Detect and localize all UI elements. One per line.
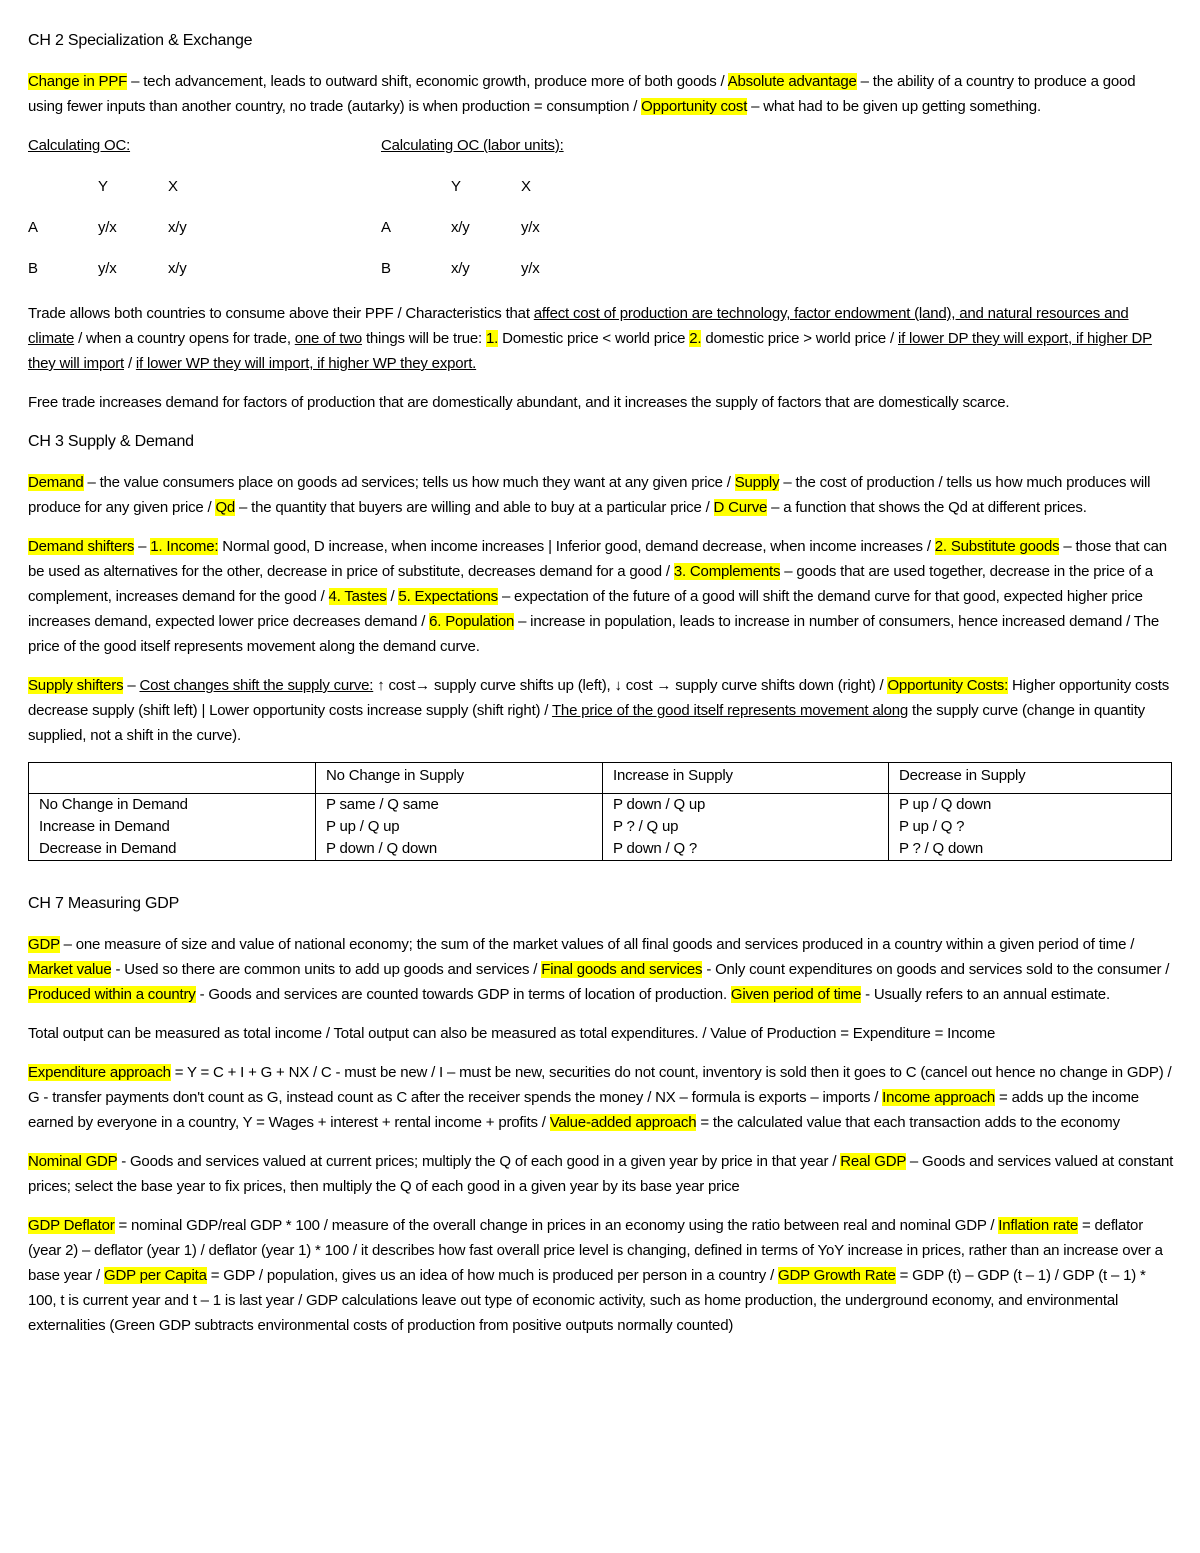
- table-row-label: No Change in Demand: [29, 794, 316, 817]
- underlined-text: Cost changes shift the supply curve:: [139, 677, 374, 694]
- text-span: – goods that are used together, decrease in the price of a complement, increases demand for the good /: [28, 563, 1153, 605]
- oc-cell: x/y: [451, 260, 470, 277]
- table-cell: P up / Q down: [889, 794, 1172, 817]
- term-inflation-rate: Inflation rate: [998, 1217, 1079, 1234]
- paragraph-ch7-gdp: [28, 932, 1174, 1007]
- text-span: – what had to be given up getting something.: [747, 98, 1041, 115]
- term-value-added-approach: Value-added approach: [549, 1114, 697, 1131]
- text-span: - Goods and services valued at current prices; multiply the Q of each good in a given year by price in that year /: [117, 1153, 841, 1170]
- table-cell: P up / Q ?: [889, 816, 1172, 838]
- term-supply: Supply: [734, 474, 780, 491]
- oc-table-right-title: Calculating OC (labor units):: [381, 137, 564, 154]
- table-cell: P ? / Q up: [603, 816, 889, 838]
- text-span: things will be true:: [361, 330, 486, 347]
- underlined-text: if lower WP they will import, if higher WP they export.: [135, 355, 477, 372]
- paragraph-ch7-deflator: [28, 1213, 1174, 1338]
- text-span: - Usually refers to an annual estimate.: [861, 986, 1110, 1003]
- underlined-text: affect cost of production are technology, factor endowment (land), and natural resources and climate: [28, 305, 1129, 347]
- text-span: domestic price > world price /: [701, 330, 898, 347]
- table-row-label: Increase in Demand: [29, 816, 316, 838]
- table-header-cell: Decrease in Supply: [889, 763, 1172, 794]
- term-given-period: Given period of time: [730, 986, 862, 1003]
- oc-cell: Y: [98, 178, 108, 195]
- text-span: – tech advancement, leads to outward shift, economic growth, produce more of both goods /: [127, 73, 728, 90]
- term-expectations: 5. Expectations: [398, 588, 498, 605]
- paragraph-ch3-definitions: [28, 470, 1174, 520]
- table-cell: P ? / Q down: [889, 838, 1172, 861]
- text-span: /: [124, 355, 136, 372]
- text-span: –: [134, 538, 151, 555]
- oc-cell: x/y: [451, 219, 470, 236]
- table-cell: P down / Q down: [316, 838, 603, 861]
- underlined-text: one of two: [294, 330, 362, 347]
- table-header-row: [29, 763, 1172, 794]
- text-span: – those that can be used as alternatives for the other, decrease in price of substitute, decreases demand for a good /: [28, 538, 1167, 580]
- term-demand: Demand: [28, 474, 84, 491]
- term-market-value: Market value: [28, 961, 112, 978]
- term-d-curve: D Curve: [713, 499, 768, 516]
- term-change-in-ppf: Change in PPF: [28, 73, 128, 90]
- term-income-approach: Income approach: [882, 1089, 996, 1106]
- table-cell: P up / Q up: [316, 816, 603, 838]
- term-income: 1. Income:: [150, 538, 219, 555]
- document-page: [28, 28, 1174, 1352]
- paragraph-ch7-total-output: Total output can be measured as total income / Total output can also be measured as total expenditures. / Value of Production = Expenditure = Income: [28, 1025, 996, 1042]
- paragraph-ch2-definitions: [28, 69, 1174, 119]
- underlined-text: if lower DP they will export, if higher DP they will import: [28, 330, 1152, 372]
- text-span: – one measure of size and value of national economy; the sum of the market values of all final goods and services produced in a country within a given period of time /: [59, 936, 1135, 953]
- text-span: – a function that shows the Qd at different prices.: [767, 499, 1087, 516]
- text-span: – the ability of a country to produce a good using fewer inputs than another country, no trade (autarky) is when production = consumption /: [28, 73, 1136, 115]
- text-span: Higher opportunity costs decrease supply (shift left) | Lower opportunity costs increase supply (shift right) /: [28, 677, 1169, 719]
- oc-table-row: [28, 256, 381, 297]
- supply-demand-table: [28, 762, 1172, 861]
- text-span: = the calculated value that each transaction adds to the economy: [696, 1114, 1120, 1131]
- table-cell: P same / Q same: [316, 794, 603, 817]
- oc-cell: x/y: [168, 219, 187, 236]
- text-span: the supply curve (change in quantity supplied, not a shift in the curve).: [28, 702, 1145, 744]
- text-span: ↑ cost→ supply curve shifts up (left), ↓ cost → supply curve shifts down (right) /: [373, 677, 888, 694]
- underlined-text: The price of the good itself represents movement along: [551, 702, 909, 719]
- oc-cell: y/x: [98, 260, 117, 277]
- oc-cell: X: [168, 178, 178, 195]
- oc-cell: y/x: [521, 260, 540, 277]
- term-demand-shifters: Demand shifters: [28, 538, 135, 555]
- oc-table-left-title: Calculating OC:: [28, 137, 131, 154]
- term-gdp-growth-rate: GDP Growth Rate: [778, 1267, 896, 1284]
- table-header-cell: Increase in Supply: [603, 763, 889, 794]
- highlight-number: 2.: [689, 330, 702, 347]
- section-title-ch2: CH 2 Specialization & Exchange: [28, 32, 253, 49]
- text-span: = GDP / population, gives us an idea of how much is produced per person in a country /: [206, 1267, 779, 1284]
- term-expenditure-approach: Expenditure approach: [28, 1064, 171, 1081]
- oc-cell: y/x: [98, 219, 117, 236]
- text-span: - Goods and services are counted towards GDP in terms of location of production.: [195, 986, 731, 1003]
- text-span: – expectation of the future of a good will shift the demand curve for that good, expected higher price increases demand, expected lower price decreases demand /: [28, 588, 1143, 630]
- paragraph-ch7-approaches: [28, 1060, 1174, 1135]
- oc-table-row: [28, 215, 381, 256]
- term-substitute-goods: 2. Substitute goods: [934, 538, 1060, 555]
- table-row-label: Decrease in Demand: [29, 838, 316, 861]
- term-gdp-per-capita: GDP per Capita: [103, 1267, 207, 1284]
- oc-cell: B: [381, 260, 391, 277]
- section-title-ch7: CH 7 Measuring GDP: [28, 895, 180, 912]
- oc-cell: x/y: [168, 260, 187, 277]
- table-cell: P down / Q up: [603, 794, 889, 817]
- text-span: Normal good, D increase, when income increases | Inferior good, demand decrease, when income increases /: [218, 538, 935, 555]
- oc-table-row: [381, 256, 734, 297]
- text-span: = Y = C + I + G + NX / C - must be new / I – must be new, securities do not count, inventory is sold then it goes to C (cancel out hence no change in GDP) / G - transfer payments don't count as G, instead count as C after the receiver spends the money / NX – formula is exports – imports /: [28, 1064, 1172, 1106]
- text-span: – Goods and services valued at constant prices; select the base year to fix prices, then multiply the Q of each good in a given year by its base year price: [28, 1153, 1174, 1195]
- table-cell: P down / Q ?: [603, 838, 889, 861]
- term-tastes: 4. Tastes: [328, 588, 387, 605]
- paragraph-ch3-demand-shifters: [28, 534, 1174, 659]
- table-row: [29, 816, 1172, 838]
- term-complements: 3. Complements: [673, 563, 781, 580]
- term-qd: Qd: [215, 499, 236, 516]
- term-absolute-advantage: Absolute advantage: [727, 73, 857, 90]
- text-span: = GDP (t) – GDP (t – 1) / GDP (t – 1) * 100, t is current year and t – 1 is last year / GDP calculations leave out type of economic activity, such as home production, the underground economy, and environmental externalities (Green GDP subtracts environmental costs of production from positive outputs normally counted): [28, 1267, 1146, 1334]
- oc-cell: B: [28, 260, 38, 277]
- paragraph-ch2-free-trade: Free trade increases demand for factors of production that are domestically abundant, and it increases the supply of factors that are domestically scarce.: [28, 394, 1010, 411]
- text-span: – the value consumers place on goods ad services; tells us how much they want at any given price /: [83, 474, 735, 491]
- oc-table-right: [381, 133, 734, 297]
- oc-cell: y/x: [521, 219, 540, 236]
- table-row: [29, 794, 1172, 817]
- term-produced-within-country: Produced within a country: [28, 986, 196, 1003]
- text-span: - Only count expenditures on goods and services sold to the consumer /: [702, 961, 1170, 978]
- text-span: = deflator (year 2) – deflator (year 1) / deflator (year 1) * 100 / it describes how fast overall price level is changing, defined in terms of YoY increase in prices, rather than an increase over a base year /: [28, 1217, 1163, 1284]
- oc-table-left: [28, 133, 381, 297]
- table-cell: [29, 763, 316, 794]
- table-row: [29, 838, 1172, 861]
- oc-cell: Y: [451, 178, 461, 195]
- term-opportunity-cost: Opportunity cost: [641, 98, 748, 115]
- term-nominal-gdp: Nominal GDP: [28, 1153, 118, 1170]
- table-header-cell: No Change in Supply: [316, 763, 603, 794]
- paragraph-ch2-trade: [28, 301, 1174, 376]
- term-supply-shifters: Supply shifters: [28, 677, 124, 694]
- text-span: - Used so there are common units to add up goods and services /: [111, 961, 542, 978]
- oc-cell: X: [521, 178, 531, 195]
- term-final-goods: Final goods and services: [541, 961, 703, 978]
- text-span: / when a country opens for trade,: [74, 330, 295, 347]
- opportunity-cost-tables: [28, 133, 1174, 297]
- oc-cell: A: [381, 219, 391, 236]
- text-span: = nominal GDP/real GDP * 100 / measure of the overall change in prices in an economy using the ratio between real and nominal GDP /: [114, 1217, 999, 1234]
- text-span: /: [386, 588, 399, 605]
- text-span: – the cost of production / tells us how much produces will produce for any given price /: [28, 474, 1151, 516]
- text-span: –: [123, 677, 140, 694]
- text-span: = adds up the income earned by everyone in a country, Y = Wages + interest + rental income + profits /: [28, 1089, 1139, 1131]
- oc-table-header: [28, 174, 381, 215]
- paragraph-ch7-nominal-real: [28, 1149, 1174, 1199]
- term-real-gdp: Real GDP: [840, 1153, 906, 1170]
- text-span: Domestic price < world price: [498, 330, 690, 347]
- paragraph-ch3-supply-shifters: [28, 673, 1174, 748]
- highlight-number: 1.: [485, 330, 499, 347]
- term-opportunity-costs: Opportunity Costs:: [887, 677, 1009, 694]
- text-span: – the quantity that buyers are willing and able to buy at a particular price /: [235, 499, 714, 516]
- oc-table-row: [381, 215, 734, 256]
- term-gdp-deflator: GDP Deflator: [28, 1217, 115, 1234]
- term-gdp: GDP: [28, 936, 60, 953]
- text-span: Trade allows both countries to consume above their PPF / Characteristics that: [28, 305, 534, 322]
- text-span: – increase in population, leads to increase in number of consumers, hence increased demand / The price of the good itself represents movement along the demand curve.: [28, 613, 1159, 655]
- section-title-ch3: CH 3 Supply & Demand: [28, 433, 194, 450]
- term-population: 6. Population: [429, 613, 515, 630]
- oc-cell: A: [28, 219, 38, 236]
- oc-table-header: [381, 174, 734, 215]
